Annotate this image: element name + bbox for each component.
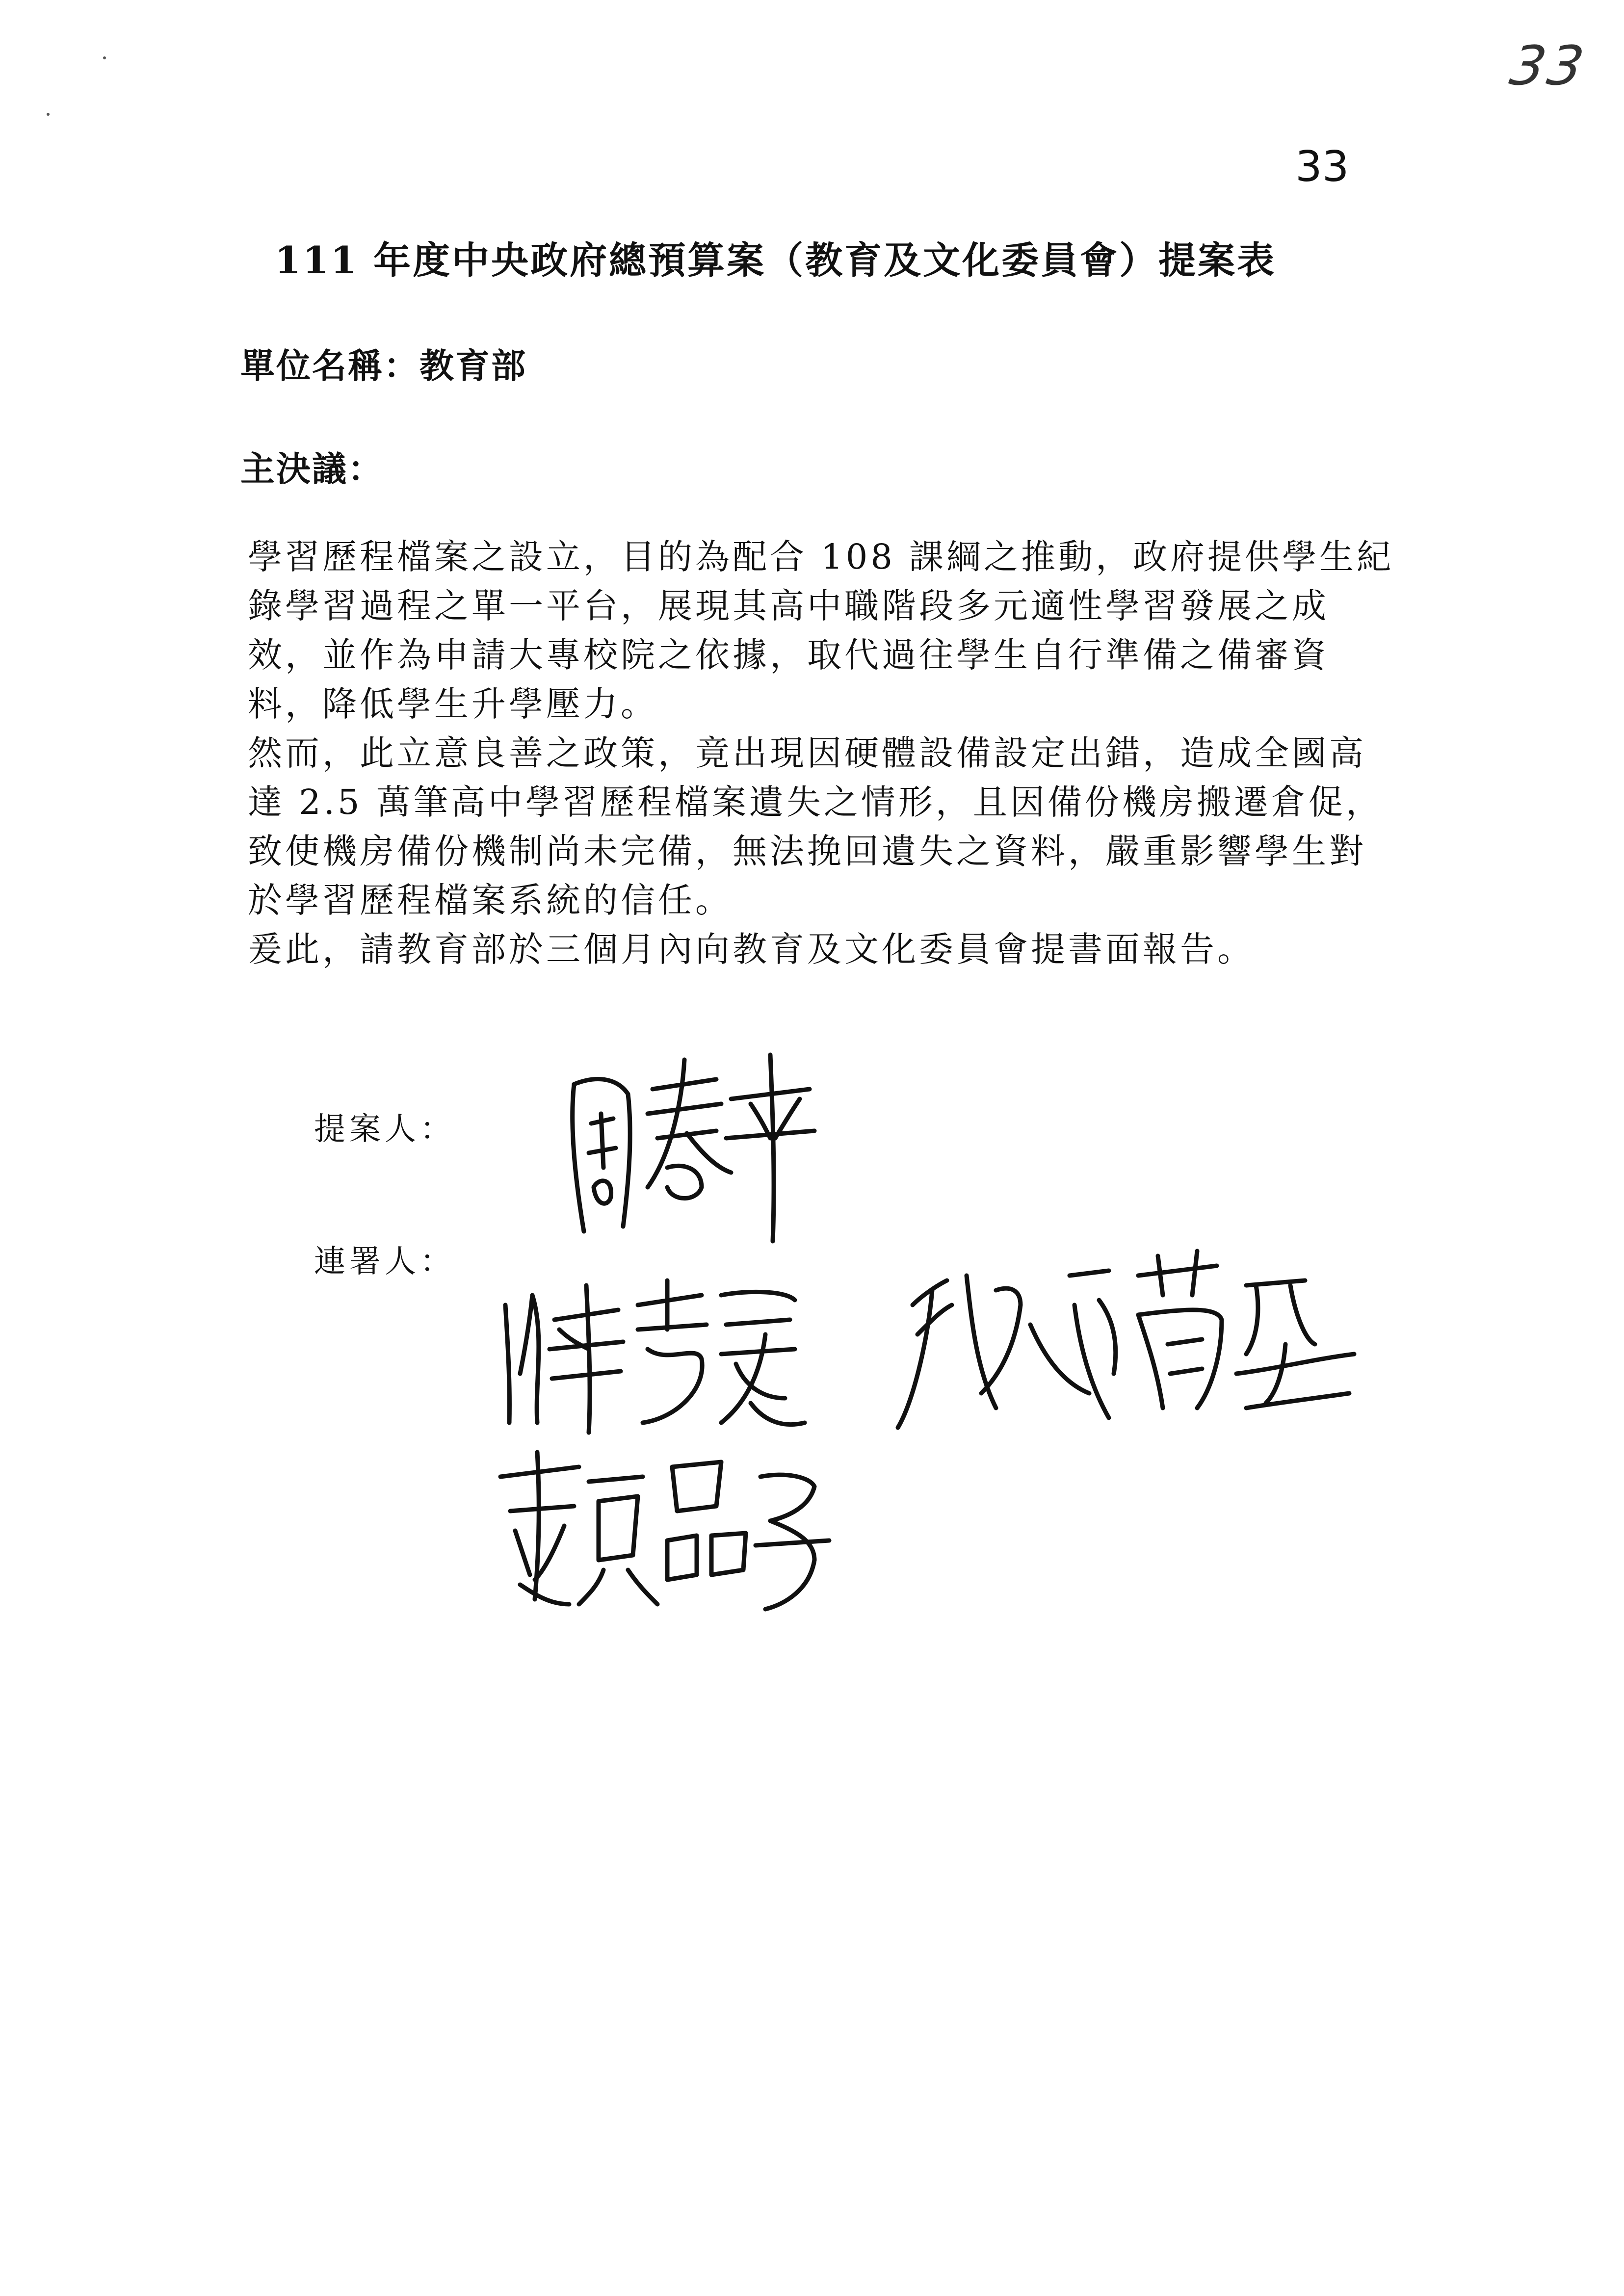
page-number: 33 [1295, 142, 1349, 191]
proposer-label: 提案人： [314, 1111, 455, 1148]
cosigner-signature-1 [491, 1276, 814, 1437]
body-line: 料，降低學生升學壓力。 [248, 684, 658, 724]
body-line: 於學習歷程檔案系統的信任。 [248, 880, 733, 920]
body-line: 然而，此立意良善之政策，竟出現因硬體設備設定出錯，造成全國高 [248, 733, 1366, 773]
cosigner-label: 連署人： [314, 1244, 455, 1280]
body-line: 爰此，請教育部於三個月內向教育及文化委員會提書面報告。 [248, 929, 1255, 969]
scan-speck [103, 56, 106, 59]
body-line: 致使機房備份機制尚未完備，無法挽回遺失之資料，嚴重影響學生對 [248, 831, 1366, 871]
scan-speck [47, 113, 50, 116]
main-resolution-label: 主決議： [240, 448, 384, 489]
handwritten-page-number: 33 [1505, 34, 1592, 97]
body-line: 效，並作為申請大專校院之依據，取代過往學生自行準備之備審資 [248, 635, 1329, 675]
body-line: 達 2.5 萬筆高中學習歷程檔案遺失之情形，且因備份機房搬遷倉促， [248, 782, 1383, 822]
resolution-body [248, 532, 1415, 974]
body-line: 學習歷程檔案之設立，目的為配合 108 課綱之推動，政府提供學生紀 [248, 537, 1394, 577]
proposer-signature [554, 1040, 829, 1246]
document-title: 111 年度中央政府總預算案（教育及文化委員會）提案表 [275, 238, 1277, 282]
body-line: 錄學習過程之單一平台，展現其高中職階段多元適性學習發展之成 [248, 586, 1329, 626]
cosigner-signature-2 [883, 1246, 1374, 1442]
cosigner-signature-3 [491, 1447, 834, 1614]
unit-name: 單位名稱：教育部 [240, 345, 527, 386]
